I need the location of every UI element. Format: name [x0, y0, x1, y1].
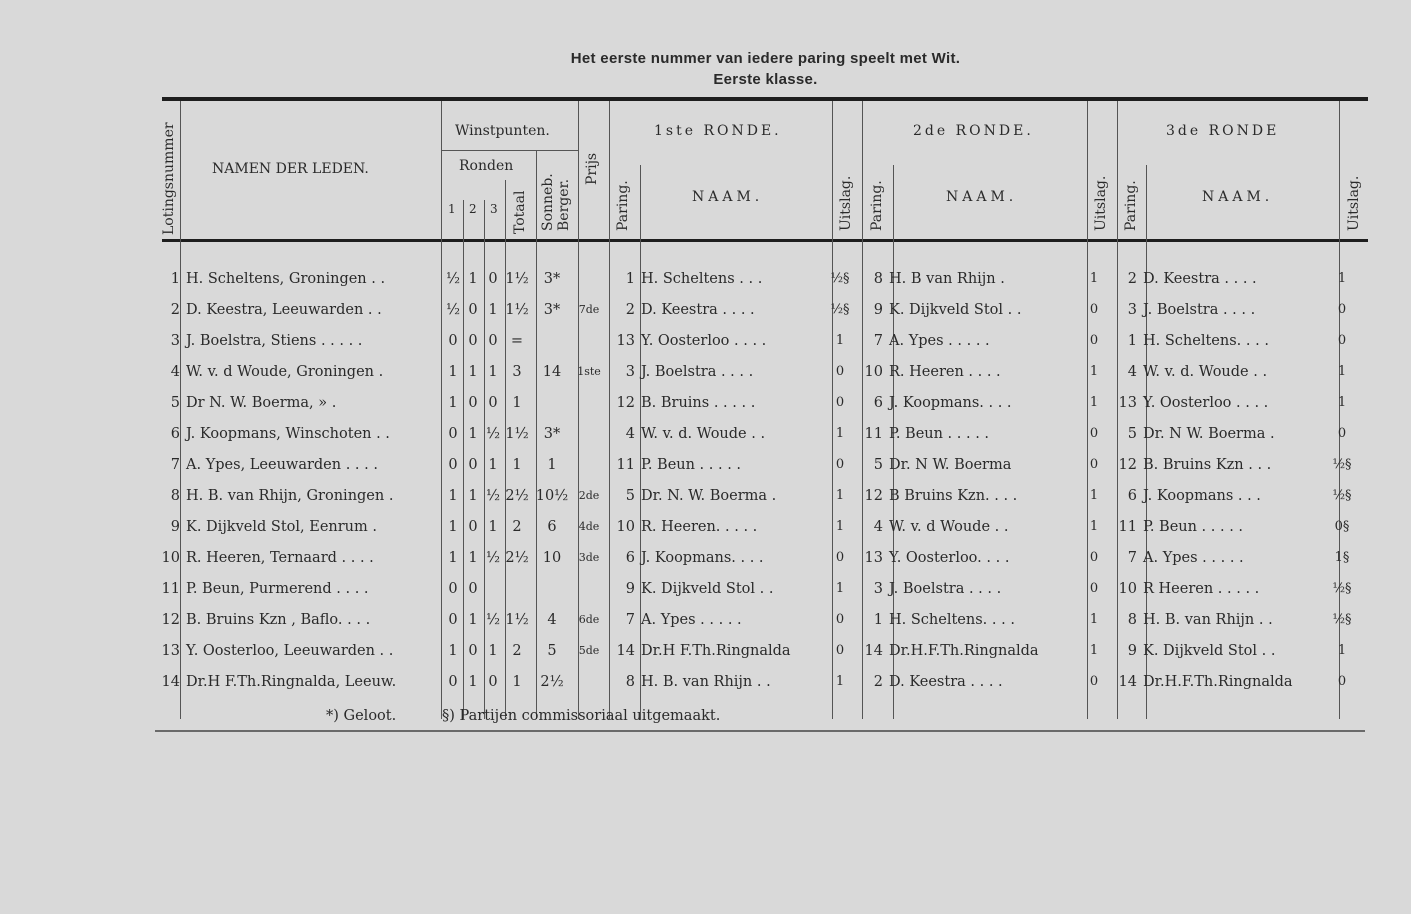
prize: 6de: [578, 613, 600, 626]
class-heading: Eerste klasse.: [713, 71, 818, 88]
pairing-2: 3: [873, 580, 883, 597]
sonneborn-berger: 14: [542, 363, 562, 380]
round-3-points: 0: [488, 394, 498, 411]
naam-3-header: NAAM.: [1202, 189, 1274, 205]
ronde-3-header: 3de RONDE: [1166, 123, 1280, 139]
pairing-3: 10: [1118, 580, 1137, 597]
table-row: [155, 325, 1355, 356]
ronde-1-header: 1ste RONDE.: [654, 123, 782, 139]
sonneborn-berger: 10½: [535, 487, 569, 504]
round-3-points: ½: [485, 487, 501, 504]
round-3-points: 1: [488, 518, 498, 535]
round-1-points: 0: [448, 456, 458, 473]
table-row: [155, 387, 1355, 418]
result-3: 0: [1337, 333, 1347, 348]
member-name: Y. Oosterloo, Leeuwarden . .: [186, 642, 394, 659]
pairing-2: 12: [864, 487, 883, 504]
opponent-3: Dr.H.F.Th.Ringnalda: [1143, 673, 1293, 690]
result-2: 1: [1089, 364, 1099, 379]
pairing-1: 10: [616, 518, 635, 535]
result-1: 0: [835, 395, 845, 410]
round-1-points: 0: [448, 425, 458, 442]
total-points: 1: [512, 456, 522, 473]
opponent-1: J. Boelstra . . . .: [641, 363, 754, 380]
sonneborn-berger: 1: [547, 456, 557, 473]
ronden-header: Ronden: [459, 158, 514, 174]
pairing-3: 4: [1127, 363, 1137, 380]
result-1: 1: [835, 674, 845, 689]
lot-number: 8: [170, 487, 180, 504]
table-row: [155, 542, 1355, 573]
opponent-2: A. Ypes . . . . .: [889, 332, 990, 349]
result-1: 0: [835, 612, 845, 627]
bottom-rule: [155, 730, 1365, 732]
results-table: [155, 263, 1355, 697]
footnote-commissoriaal: §) Partijen commissoriaal uitgemaakt.: [442, 708, 721, 724]
sonneborn-berger: 5: [547, 642, 557, 659]
pairing-1: 6: [625, 549, 635, 566]
result-3: 1: [1337, 395, 1347, 410]
namen-header: NAMEN DER LEDEN.: [212, 161, 369, 177]
round-3-points: 0: [488, 332, 498, 349]
sonneb-header: Sonneb.: [540, 173, 556, 231]
round-1-header: 1: [448, 202, 456, 216]
table-row: [155, 356, 1355, 387]
result-3: ½§: [1332, 488, 1352, 503]
opponent-2: H. Scheltens. . . .: [889, 611, 1015, 628]
uitslag-2-header: Uitslag.: [1093, 175, 1109, 231]
round-2-points: 1: [468, 487, 478, 504]
pairing-2: 7: [873, 332, 883, 349]
pairing-3: 5: [1127, 425, 1137, 442]
lotingsnummer-header: Lotingsnummer: [161, 122, 177, 235]
lot-number: 3: [170, 332, 180, 349]
result-2: 1: [1089, 643, 1099, 658]
member-name: Dr.H F.Th.Ringnalda, Leeuw.: [186, 673, 397, 690]
pairing-3: 9: [1127, 642, 1137, 659]
table-row: [155, 666, 1355, 697]
round-2-header: 2: [469, 202, 477, 216]
opponent-3: D. Keestra . . . .: [1143, 270, 1257, 287]
round-2-points: 1: [468, 425, 478, 442]
result-2: 1: [1089, 271, 1099, 286]
pairing-3: 7: [1127, 549, 1137, 566]
prize: [573, 418, 605, 449]
round-3-points: 1: [488, 363, 498, 380]
sonneborn-berger: 3*: [543, 270, 561, 287]
lot-number: 4: [170, 363, 180, 380]
result-3: 1: [1337, 271, 1347, 286]
opponent-3: Y. Oosterloo . . . .: [1143, 394, 1269, 411]
total-points: 1: [512, 673, 522, 690]
prijs-header: Prijs: [584, 152, 600, 185]
pairing-2: 13: [864, 549, 883, 566]
opponent-2: P. Beun . . . . .: [889, 425, 990, 442]
opponent-2: J. Koopmans. . . .: [889, 394, 1012, 411]
round-2-points: 0: [468, 642, 478, 659]
member-name: P. Beun, Purmerend . . . .: [186, 580, 369, 597]
result-1: 1: [835, 519, 845, 534]
opponent-1: J. Koopmans. . . .: [641, 549, 764, 566]
table-row: [155, 418, 1355, 449]
prize: [573, 325, 605, 356]
opponent-3: J. Koopmans . . .: [1143, 487, 1261, 504]
opponent-1: D. Keestra . . . .: [641, 301, 755, 318]
sonneborn-berger: [531, 573, 573, 604]
round-3-points: [483, 573, 503, 604]
pairing-3: 12: [1118, 456, 1137, 473]
pairing-2: 10: [864, 363, 883, 380]
table-row: [155, 263, 1355, 294]
opponent-3: H. Scheltens. . . .: [1143, 332, 1269, 349]
opponent-3: Dr. N W. Boerma .: [1143, 425, 1275, 442]
sonneborn-berger: 6: [547, 518, 557, 535]
sonneborn-berger: 2½: [540, 673, 564, 690]
result-2: 0: [1089, 457, 1099, 472]
result-1: ½§: [830, 271, 850, 286]
opponent-1: P. Beun . . . . .: [641, 456, 742, 473]
prize: [573, 573, 605, 604]
prize: [573, 387, 605, 418]
round-1-points: 0: [448, 611, 458, 628]
result-2: 1: [1089, 612, 1099, 627]
opponent-3: A. Ypes . . . . .: [1143, 549, 1244, 566]
prize: 7de: [578, 303, 600, 316]
table-row: [155, 604, 1355, 635]
opponent-1: H. B. van Rhijn . .: [641, 673, 771, 690]
total-points: 2½: [505, 549, 529, 566]
round-1-points: 0: [448, 332, 458, 349]
lot-number: 11: [161, 580, 180, 597]
winstpunten-header: Winstpunten.: [455, 123, 550, 139]
prize: [573, 449, 605, 480]
member-name: A. Ypes, Leeuwarden . . . .: [186, 456, 378, 473]
lot-number: 6: [170, 425, 180, 442]
result-3: 1: [1337, 364, 1347, 379]
pairing-1: 13: [616, 332, 635, 349]
round-3-points: ½: [485, 549, 501, 566]
pairing-1: 2: [625, 301, 635, 318]
pairing-2: 2: [873, 673, 883, 690]
round-1-points: 1: [448, 642, 458, 659]
round-3-points: ½: [485, 611, 501, 628]
result-1: 1: [835, 426, 845, 441]
pairing-3: 8: [1127, 611, 1137, 628]
result-3: 0: [1337, 302, 1347, 317]
result-3: ½§: [1332, 612, 1352, 627]
paring-1-header: Paring.: [615, 180, 631, 231]
opponent-2: Y. Oosterloo. . . .: [889, 549, 1010, 566]
opponent-3: P. Beun . . . . .: [1143, 518, 1244, 535]
round-3-points: 1: [488, 642, 498, 659]
prize: 1ste: [577, 365, 601, 378]
ronde-2-header: 2de RONDE.: [913, 123, 1034, 139]
result-2: 0: [1089, 333, 1099, 348]
round-1-points: 1: [448, 487, 458, 504]
round-2-points: 0: [468, 580, 478, 597]
opponent-2: D. Keestra . . . .: [889, 673, 1003, 690]
sonneborn-berger: 3*: [543, 425, 561, 442]
pairing-2: 11: [864, 425, 883, 442]
pairing-3: 14: [1118, 673, 1137, 690]
round-3-points: 1: [488, 456, 498, 473]
opponent-2: Dr. N W. Boerma: [889, 456, 1012, 473]
round-3-header: 3: [490, 202, 498, 216]
lot-number: 7: [170, 456, 180, 473]
pairing-3: 11: [1118, 518, 1137, 535]
opponent-3: R Heeren . . . . .: [1143, 580, 1260, 597]
member-name: Dr N. W. Boerma, » .: [186, 394, 337, 411]
pairing-2: 6: [873, 394, 883, 411]
result-1: 1: [835, 581, 845, 596]
round-1-points: 1: [448, 363, 458, 380]
result-1: 0: [835, 457, 845, 472]
total-points: 2: [512, 518, 522, 535]
table-row: [155, 294, 1355, 325]
opponent-1: A. Ypes . . . . .: [641, 611, 742, 628]
pairing-1: 12: [616, 394, 635, 411]
pairing-1: 9: [625, 580, 635, 597]
opponent-2: B Bruins Kzn. . . .: [889, 487, 1018, 504]
pairing-2: 14: [864, 642, 883, 659]
paring-3-header: Paring.: [1123, 180, 1139, 231]
round-2-points: 0: [468, 332, 478, 349]
pairing-1: 4: [625, 425, 635, 442]
result-1: 0: [835, 364, 845, 379]
member-name: D. Keestra, Leeuwarden . .: [186, 301, 382, 318]
naam-2-header: NAAM.: [946, 189, 1018, 205]
round-1-points: 1: [448, 518, 458, 535]
pairing-3: 2: [1127, 270, 1137, 287]
winstpunten-rule: [441, 150, 578, 151]
total-points: 1½: [505, 301, 529, 318]
opponent-3: B. Bruins Kzn . . .: [1143, 456, 1272, 473]
pairing-1: 8: [625, 673, 635, 690]
pairing-1: 5: [625, 487, 635, 504]
member-name: J. Koopmans, Winschoten . .: [186, 425, 390, 442]
prize: [573, 263, 605, 294]
round-1-points: 0: [448, 673, 458, 690]
result-2: 0: [1089, 550, 1099, 565]
pairing-2: 5: [873, 456, 883, 473]
member-name: H. B. van Rhijn, Groningen .: [186, 487, 394, 504]
pairing-3: 6: [1127, 487, 1137, 504]
total-points: 1½: [505, 611, 529, 628]
round-1-points: 1: [448, 549, 458, 566]
opponent-3: K. Dijkveld Stol . .: [1143, 642, 1276, 659]
result-1: 0: [835, 550, 845, 565]
result-2: 1: [1089, 395, 1099, 410]
uitslag-3-header: Uitslag.: [1346, 175, 1362, 231]
result-1: ½§: [830, 302, 850, 317]
opponent-1: Dr. N. W. Boerma .: [641, 487, 777, 504]
lot-number: 1: [170, 270, 180, 287]
pairing-1: 1: [625, 270, 635, 287]
prize: 2de: [578, 489, 600, 502]
result-3: 0§: [1334, 519, 1350, 534]
member-name: R. Heeren, Ternaard . . . .: [186, 549, 374, 566]
footnote-geloot: *) Geloot.: [326, 708, 397, 724]
sonneborn-berger: [531, 387, 573, 418]
sonneborn-berger: [531, 325, 573, 356]
pairing-2: 4: [873, 518, 883, 535]
result-3: ½§: [1332, 581, 1352, 596]
lot-number: 14: [161, 673, 180, 690]
result-3: 0: [1337, 674, 1347, 689]
pairing-1: 14: [616, 642, 635, 659]
result-3: 1§: [1334, 550, 1350, 565]
total-points: 1½: [505, 270, 529, 287]
member-name: W. v. d Woude, Groningen .: [186, 363, 384, 380]
lot-number: 9: [170, 518, 180, 535]
opponent-1: R. Heeren. . . . .: [641, 518, 758, 535]
round-3-points: 0: [488, 270, 498, 287]
pairing-1: 3: [625, 363, 635, 380]
prize: 3de: [578, 551, 600, 564]
table-row: [155, 480, 1355, 511]
prize: 5de: [578, 644, 600, 657]
table-row: [155, 573, 1355, 604]
round-2-points: 0: [468, 394, 478, 411]
round-2-points: 0: [468, 518, 478, 535]
berger-header: Berger.: [556, 178, 572, 231]
result-2: 0: [1089, 674, 1099, 689]
naam-1-header: NAAM.: [692, 189, 764, 205]
result-2: 0: [1089, 581, 1099, 596]
result-2: 1: [1089, 519, 1099, 534]
pairing-3: 13: [1118, 394, 1137, 411]
paring-2-header: Paring.: [869, 180, 885, 231]
round-1-points: ½: [445, 301, 461, 318]
lot-number: 13: [161, 642, 180, 659]
opponent-1: H. Scheltens . . .: [641, 270, 763, 287]
result-1: 1: [835, 488, 845, 503]
round-3-points: ½: [485, 425, 501, 442]
member-name: H. Scheltens, Groningen . .: [186, 270, 386, 287]
opponent-2: W. v. d Woude . .: [889, 518, 1009, 535]
opponent-3: J. Boelstra . . . .: [1143, 301, 1256, 318]
pairing-3: 1: [1127, 332, 1137, 349]
totaal-header: Totaal: [512, 190, 528, 234]
opponent-2: Dr.H.F.Th.Ringnalda: [889, 642, 1039, 659]
opponent-2: K. Dijkveld Stol . .: [889, 301, 1022, 318]
opponent-3: H. B. van Rhijn . .: [1143, 611, 1273, 628]
opponent-1: Dr.H F.Th.Ringnalda: [641, 642, 791, 659]
round-2-points: 1: [468, 611, 478, 628]
member-name: B. Bruins Kzn , Baflo. . . .: [186, 611, 371, 628]
result-2: 0: [1089, 302, 1099, 317]
pairing-2: 8: [873, 270, 883, 287]
uitslag-1-header: Uitslag.: [838, 175, 854, 231]
round-2-points: 1: [468, 549, 478, 566]
table-row: [155, 635, 1355, 666]
sonneborn-berger: 4: [547, 611, 557, 628]
result-1: 0: [835, 643, 845, 658]
pairing-3: 3: [1127, 301, 1137, 318]
total-points: 1: [512, 394, 522, 411]
pairing-1: 11: [616, 456, 635, 473]
opponent-1: B. Bruins . . . . .: [641, 394, 756, 411]
table-row: [155, 511, 1355, 542]
lot-number: 2: [170, 301, 180, 318]
sonneborn-berger: 10: [542, 549, 562, 566]
result-1: 1: [835, 333, 845, 348]
result-2: 0: [1089, 426, 1099, 441]
lot-number: 12: [161, 611, 180, 628]
round-1-points: 0: [448, 580, 458, 597]
opponent-2: H. B van Rhijn .: [889, 270, 1005, 287]
header-bottom-rule: [162, 239, 1368, 242]
total-points: 2½: [505, 487, 529, 504]
result-2: 1: [1089, 488, 1099, 503]
table-row: [155, 449, 1355, 480]
total-points: 1½: [505, 425, 529, 442]
total-points: =: [510, 332, 524, 349]
page-heading: Het eerste nummer van iedere paring speelt met Wit.: [570, 50, 961, 67]
round-2-points: 0: [468, 456, 478, 473]
round-3-points: 0: [488, 673, 498, 690]
lot-number: 10: [161, 549, 180, 566]
member-name: J. Boelstra, Stiens . . . . .: [186, 332, 363, 349]
round-2-points: 1: [468, 270, 478, 287]
lot-number: 5: [170, 394, 180, 411]
opponent-3: W. v. d. Woude . .: [1143, 363, 1268, 380]
round-2-points: 1: [468, 363, 478, 380]
round-1-points: ½: [445, 270, 461, 287]
round-2-points: 1: [468, 673, 478, 690]
result-3: 0: [1337, 426, 1347, 441]
pairing-2: 9: [873, 301, 883, 318]
prize: 4de: [578, 520, 600, 533]
opponent-1: Y. Oosterloo . . . .: [641, 332, 767, 349]
opponent-1: K. Dijkveld Stol . .: [641, 580, 774, 597]
round-1-points: 1: [448, 394, 458, 411]
round-2-points: 0: [468, 301, 478, 318]
pairing-1: 7: [625, 611, 635, 628]
opponent-2: R. Heeren . . . .: [889, 363, 1001, 380]
round-3-points: 1: [488, 301, 498, 318]
result-3: ½§: [1332, 457, 1352, 472]
total-points: 2: [512, 642, 522, 659]
prize: [573, 666, 605, 697]
total-points: 3: [512, 363, 522, 380]
opponent-1: W. v. d. Woude . .: [641, 425, 766, 442]
pairing-2: 1: [873, 611, 883, 628]
member-name: K. Dijkveld Stol, Eenrum .: [186, 518, 377, 535]
total-points: [503, 573, 531, 604]
result-3: 1: [1337, 643, 1347, 658]
top-rule: [162, 97, 1368, 101]
sonneborn-berger: 3*: [543, 301, 561, 318]
opponent-2: J. Boelstra . . . .: [889, 580, 1002, 597]
